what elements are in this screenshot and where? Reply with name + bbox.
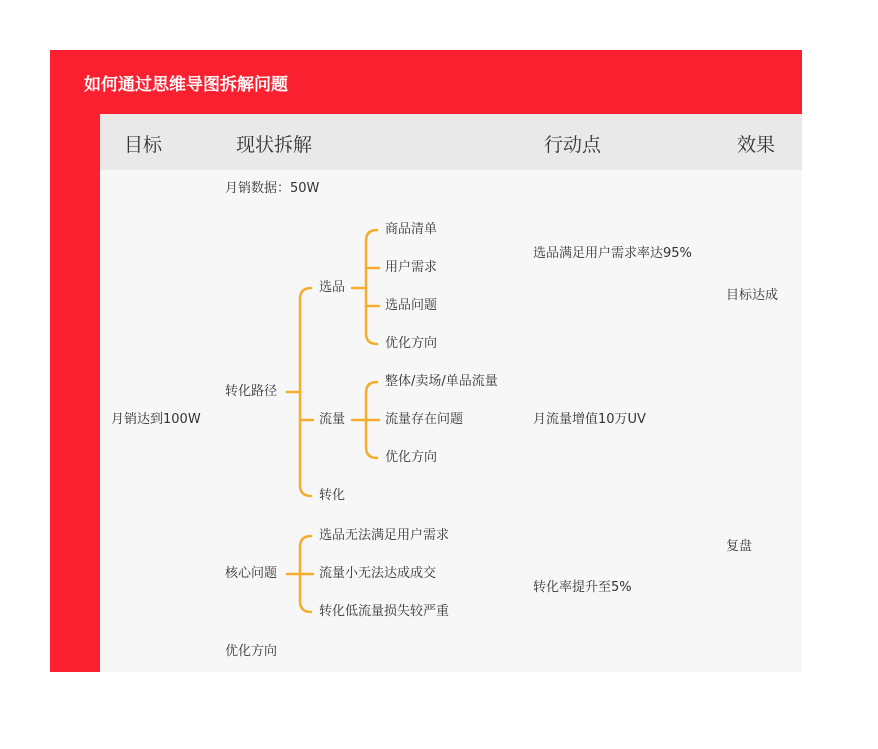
column-header-action: 行动点 [544, 134, 602, 156]
core-issue-child-node: 选品无法满足用户需求 [319, 528, 450, 543]
traffic-child-node: 流量存在问题 [385, 412, 464, 427]
selection-child-node: 选品问题 [385, 298, 438, 313]
monthly-data-node: 月销数据：50W [225, 181, 320, 196]
page-title: 如何通过思维导图拆解问题 [84, 75, 288, 95]
traffic-node: 流量 [319, 412, 346, 427]
selection-child-node: 优化方向 [385, 336, 438, 351]
core-issue-child-node: 转化低流量损失较严重 [319, 604, 450, 619]
effect-node: 目标达成 [726, 288, 779, 303]
conversion-path-node: 转化路径 [225, 384, 278, 399]
column-header-goal: 目标 [124, 134, 163, 156]
selection-child-node: 商品清单 [385, 222, 438, 237]
column-header-effect: 效果 [737, 134, 776, 156]
selection-node: 选品 [319, 280, 346, 295]
action-node: 月流量增值10万UV [533, 412, 646, 427]
connector-conversion-path-bracket [300, 288, 311, 496]
core-issue-child-node: 流量小无法达成成交 [319, 566, 437, 581]
traffic-child-node: 优化方向 [385, 450, 438, 465]
selection-child-node: 用户需求 [385, 260, 438, 275]
column-header-status: 现状拆解 [236, 134, 313, 156]
connector-selection-bracket [366, 230, 377, 344]
conversion-node: 转化 [319, 488, 346, 503]
core-issue-node: 核心问题 [225, 566, 278, 581]
action-node: 转化率提升至5% [533, 580, 632, 595]
effect-node: 复盘 [726, 539, 753, 554]
goal-node: 月销达到100W [111, 412, 201, 427]
traffic-child-node: 整体/卖场/单品流量 [385, 374, 498, 389]
action-node: 选品满足用户需求率达95% [533, 246, 692, 261]
optimize-node: 优化方向 [225, 644, 278, 659]
